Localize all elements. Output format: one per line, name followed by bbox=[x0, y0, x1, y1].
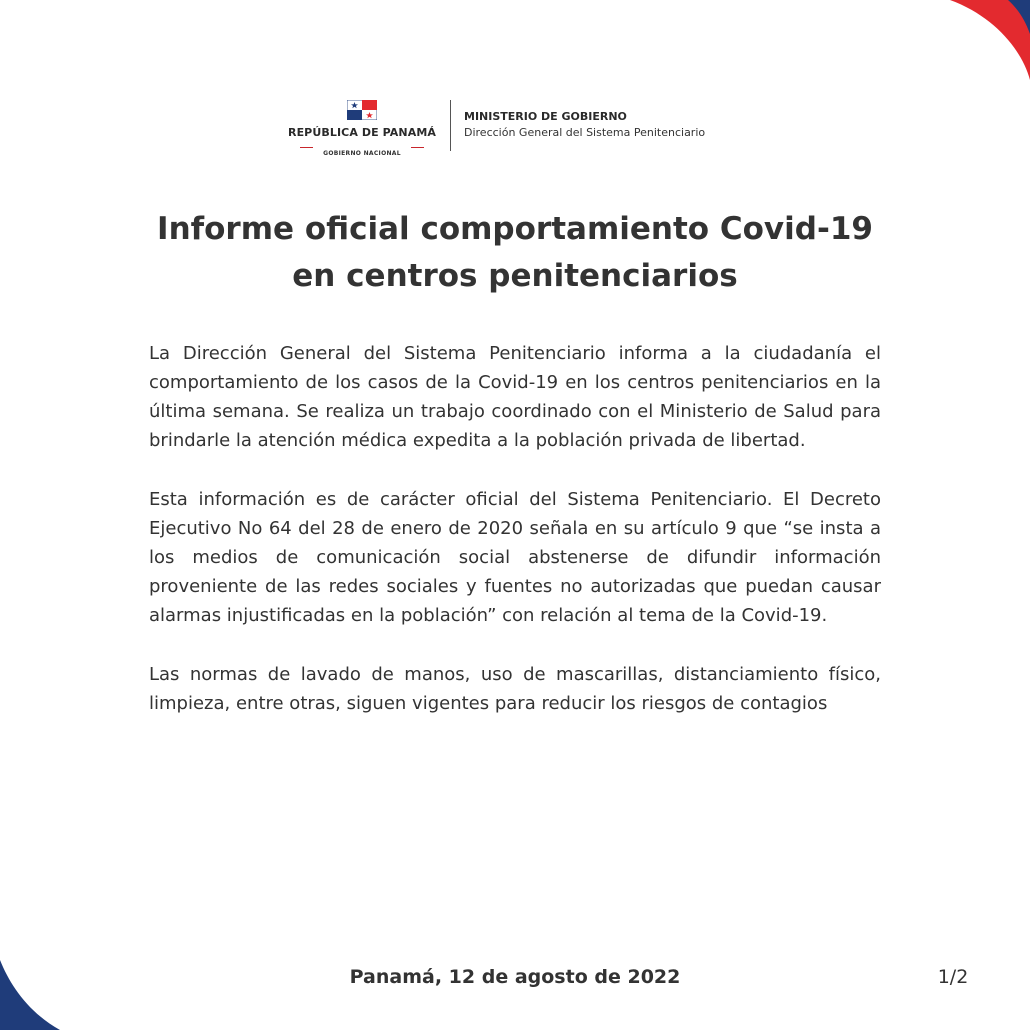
page-counter: 1/2 bbox=[937, 966, 969, 988]
decorative-rule-left bbox=[300, 147, 313, 148]
gobierno-nacional-text: GOBIERNO NACIONAL bbox=[323, 150, 401, 157]
ministerio-gobierno-logo bbox=[464, 110, 794, 139]
body-text bbox=[149, 339, 881, 748]
republica-panama-text: REPÚBLICA DE PANAMÁ bbox=[288, 126, 436, 139]
page-title bbox=[60, 206, 970, 300]
corner-decoration-top-right bbox=[950, 0, 1030, 80]
paragraph-3: Las normas de lavado de manos, uso de mascarillas, distanciamiento físico, limpieza, entre otras, siguen vigentes para reducir los riesgos de contagios bbox=[149, 664, 881, 714]
title-line-1: Informe oficial comportamiento Covid-19 bbox=[157, 211, 873, 247]
republica-panama-logo bbox=[284, 100, 440, 157]
direccion-subtitle: Dirección General del Sistema Penitenciario bbox=[464, 126, 706, 139]
title-line-2: en centros penitenciarios bbox=[292, 258, 738, 294]
ministerio-title: MINISTERIO DE GOBIERNO bbox=[464, 110, 627, 123]
place-date: Panamá, 12 de agosto de 2022 bbox=[349, 966, 681, 988]
logo-divider bbox=[450, 100, 451, 151]
decorative-rule-right bbox=[411, 147, 424, 148]
paragraph-1: La Dirección General del Sistema Penitenciario informa a la ciudadanía el comportamiento de los casos de la Covid-19 en los centros penitenciarios en la última semana. Se realiza un trabajo coordinado con el Ministerio de Salud para brindarle la atención médica expedita a la población privada de libertad. bbox=[149, 343, 881, 451]
gobierno-nacional-row bbox=[284, 142, 440, 157]
header-logos bbox=[0, 100, 1030, 155]
paragraph-2: Esta información es de carácter oficial del Sistema Penitenciario. El Decreto Ejecutivo No 64 del 28 de enero de 2020 señala en su artículo 9 que “se insta a los medios de comunicación social abstenerse de difundir información proveniente de las redes sociales y fuentes no autorizadas que puedan causar alarmas injustificadas en la población” con relación al tema de la Covid-19. bbox=[149, 489, 881, 626]
panama-flag-icon bbox=[347, 100, 377, 120]
